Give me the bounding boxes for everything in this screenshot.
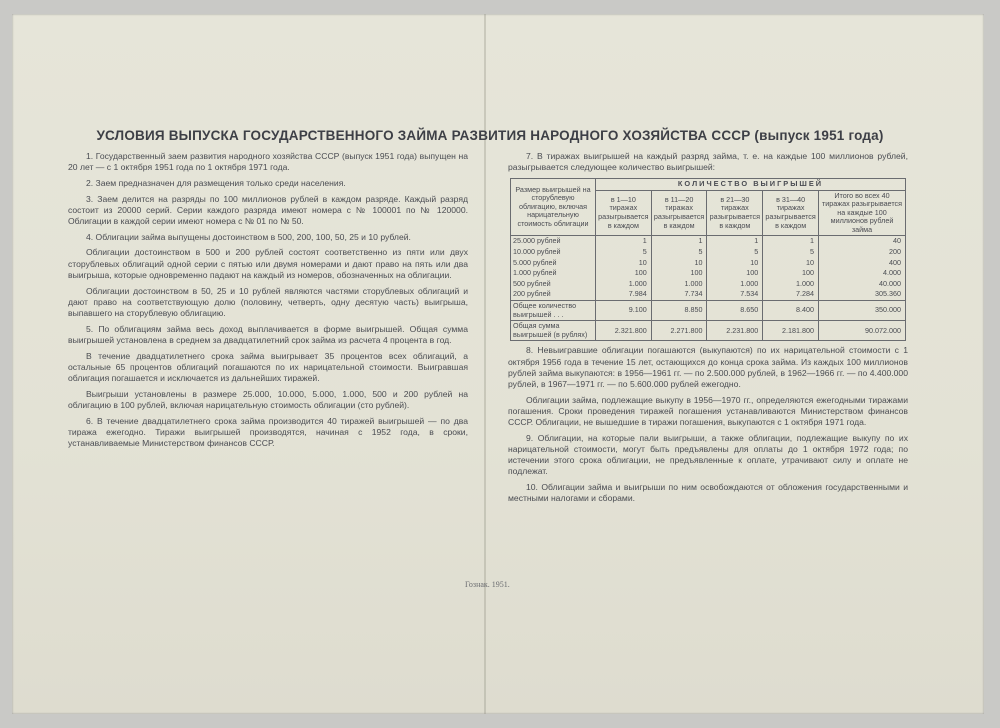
clause-7: 7. В тиражах выигрышей на каждый разряд займа, т. е. на каждые 100 миллионов рублей, разыгрывается следующее количество выигрышей: (508, 151, 908, 173)
col-group-count: КОЛИЧЕСТВО ВЫИГРЫШЕЙ (596, 178, 906, 190)
clause-9: 9. Облигации, на которые пали выигрыши, а также облигации, подлежащие выкупу по их нарицательной стоимости, могут быть предъявлены для оплаты до 1 октября 1972 года; по истечении этого срока облигации, не предъявленные к оплате, утрачивают силу и оплате не подлежат. (508, 432, 908, 477)
col-draws-1-10: в 1—10 тиражах разыгрывается в каждом (596, 190, 652, 236)
clause-5-par-3: Выигрыши установлены в размере 25.000, 10.000, 5.000, 1.000, 500 и 200 рублей на облигацию в 100 рублей, включая нарицательную стоимость облигации (сто рублей). (68, 388, 468, 410)
clause-8: 8. Невыигравшие облигации погашаются (выкупаются) по их нарицательной стоимости с 1 октября 1956 года в течение 15 лет, остающихся до конца срока займа. Из каждых 100 миллионов рублей займа выкупаются: в 1956—1961 гг. — по 2.500.000 рублей, в 1962—1966 гг. — по 4.400.000 рублей, в 1967—1971 гг. — по 5.600.000 рублей ежегодно. (508, 345, 908, 390)
clause-3: 3. Заем делится на разряды по 100 миллионов рублей в каждом разряде. Каждый разряд состоит из 20000 серий. Серии каждого разряда имеют номера с № 100001 по № 120000. Облигации в каждой серии имеют номера с № 01 по № 50. (68, 193, 468, 227)
table-row: 10.000 рублей 5 5 5 5 200 (511, 247, 906, 258)
table-row: 5.000 рублей 10 10 10 10 400 (511, 258, 906, 269)
col-draws-31-40: в 31—40 тиражах разыгрывается в каждом (763, 190, 819, 236)
clause-2: 2. Заем предназначен для размещения только среди населения. (86, 177, 346, 188)
col-draws-11-20: в 11—20 тиражах разыгрывается в каждом (651, 190, 707, 236)
table-row: 1.000 рублей 100 100 100 100 4.000 (511, 268, 906, 279)
winnings-table (510, 178, 906, 342)
table-row: 200 рублей 7.984 7.734 7.534 7.284 305.360 (511, 289, 906, 300)
clause-4-par-3: Облигации достоинством в 50, 25 и 10 рублей являются частями сторублевых облигаций и дают право на соответствующую долю (половину, четверть, одну десятую часть) выигрыша, выпавшего на сторублевую облигацию. (68, 285, 468, 318)
total-sum-row: Общая сумма выигрышей (в рублях) 2.321.800 2.271.800 2.231.800 2.181.800 90.072.000 (511, 321, 906, 341)
table-row: 25.000 рублей 1 1 1 1 40 (511, 236, 906, 247)
clause-5: 5. По облигациям займа весь доход выплачивается в форме выигрышей. Общая сумма выигрышей установлена в среднем за двадцатилетний срок займа из расчета 4 процента в год. (68, 323, 468, 345)
clause-10: 10. Облигации займа и выигрыши по ним освобождаются от обложения государственными и местными налогами и сборами. (508, 482, 908, 504)
printer-imprint: Гознак. 1951. (465, 580, 510, 589)
col-total: Итого во всех 40 тиражах разыгрывается на каждые 100 миллионов рублей займа (819, 190, 906, 236)
total-count-row: Общее количество выигрышей . . . 9.100 8.850 8.650 8.400 350.000 (511, 301, 906, 321)
clause-5-par-2: В течение двадцатилетнего срока займа выигрывает 35 процентов всех облигаций, а остальные 65 процентов облигаций погашаются по их нарицательной стоимости. Выигравшая облигация погашается и исключается из дальнейших тиражей. (68, 350, 468, 383)
table-row: 500 рублей 1.000 1.000 1.000 1.000 40.000 (511, 279, 906, 290)
clause-1: 1. Государственный заем развития народного хозяйства СССР (выпуск 1951 года) выпущен на 20 лет — с 1 октября 1951 года по 1 октября 1971 года. (68, 151, 468, 173)
clause-8-par-2: Облигации займа, подлежащие выкупу в 1956—1970 гг., определяются ежегодными тиражами погашения. Сроки проведения тиражей погашения устанавливаются Министерством финансов СССР. Облигации, не вышедшие в тиражи погашения, выкупаются с 1 октября 1971 года. (508, 394, 908, 428)
fold-line (484, 14, 486, 714)
col-prize-size: Размер выигрышей на сторублевую облигацию, включая нарицательную стоимость облигации (511, 178, 596, 236)
document-title: УСЛОВИЯ ВЫПУСКА ГОСУДАРСТВЕННОГО ЗАЙМА РАЗВИТИЯ НАРОДНОГО ХОЗЯЙСТВА СССР (выпуск 1951 года) (96, 128, 884, 143)
clause-4: 4. Облигации займа выпущены достоинством в 500, 200, 100, 50, 25 и 10 рублей. (86, 231, 411, 242)
left-column (68, 151, 468, 454)
right-column (508, 151, 908, 509)
clause-4-par-2: Облигации достоинством в 500 и 200 рублей состоят соответственно из пяти или двух сторублевых облигаций одной серии с пятью или двумя номерами и дают право на пять или два выигрыша, которые одновременно падают на каждый из номеров, обозначенных на облигации. (68, 247, 468, 280)
clause-6: 6. В течение двадцатилетнего срока займа производится 40 тиражей выигрышей — по два тиража ежегодно. Тиражи выигрышей производятся, начиная с 1952 года, в сроки, устанавливаемые Министерством финансов СССР. (68, 415, 468, 448)
col-draws-21-30: в 21—30 тиражах разыгрывается в каждом (707, 190, 763, 236)
